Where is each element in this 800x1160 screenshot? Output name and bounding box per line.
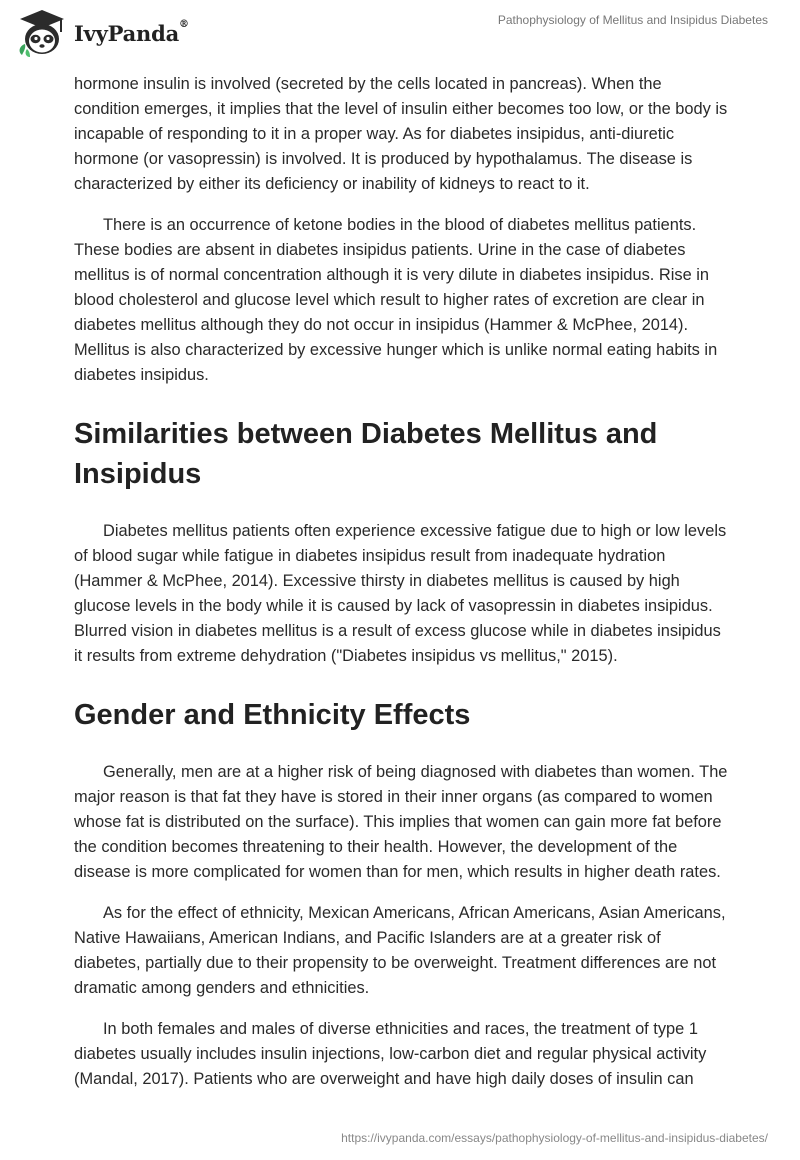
paragraph-2: There is an occurrence of ketone bodies in the blood of diabetes mellitus patients. These bodies are absent in diabetes insipidus patients. Urine in the case of diabetes mellitus is of normal concentration although it is very dilute in diabetes insipidus. Rise in blood cholesterol and glucose level which result to higher rates of excretion are clear in diabetes mellitus although they do not occur in insipidus (Hammer & McPhee, 2014). Mellitus is also characterized by excessive hunger which is unlike normal eating habits in diabetes insipidus.	[74, 216, 718, 384]
essay-body	[74, 72, 730, 1108]
paragraph-3: Diabetes mellitus patients often experience excessive fatigue due to high or low levels of blood sugar while fatigue in diabetes insipidus result from inadequate hydration (Hammer & McPhee, 2014). Excessive thirsty in diabetes mellitus is caused by high glucose levels in the body while it is caused by lack of vasopressin in diabetes insipidus. Blurred vision in diabetes mellitus is a result of excess glucose while in diabetes insipidus it results from extreme dehydration ("Diabetes insipidus vs mellitus," 2015).	[74, 522, 727, 665]
ivypanda-logo[interactable]	[16, 8, 189, 58]
logo-wordmark: IvyPanda®	[74, 18, 189, 46]
panda-graduate-icon	[16, 8, 68, 58]
document-title: Pathophysiology of Mellitus and Insipidus Diabetes	[497, 13, 768, 27]
heading-gender-ethnicity: Gender and Ethnicity Effects	[74, 699, 471, 731]
paragraph-5: As for the effect of ethnicity, Mexican Americans, African Americans, Asian Americans, Native Hawaiians, American Indians, and Pacific Islanders are at a greater risk of diabetes, partially due to their propensity to be overweight. Treatment differences are not dramatic among genders and ethnicities.	[74, 904, 726, 997]
heading-similarities: Similarities between Diabetes Mellitus and Insipidus	[74, 418, 658, 490]
paragraph-4: Generally, men are at a higher risk of being diagnosed with diabetes than women. The major reason is that fat they have is stored in their inner organs (as compared to women whose fat is distributed on the surface). This implies that women can gain more fat before the condition becomes threatening to their health. However, the development of the disease is more complicated for women than for men, which results in higher death rates.	[74, 763, 728, 881]
paragraph-6: In both females and males of diverse ethnicities and races, the treatment of type 1 diabetes usually includes insulin injections, low-carbon diet and regular physical activity (Mandal, 2017). Patients who are overweight and have high daily doses of insulin can	[74, 1020, 707, 1088]
source-url-link[interactable]: https://ivypanda.com/essays/pathophysiology-of-mellitus-and-insipidus-diabetes/	[341, 1131, 768, 1145]
paragraph-1: hormone insulin is involved (secreted by the cells located in pancreas). When the condition emerges, it implies that the level of insulin either becomes too low, or the body is incapable of responding to it in a proper way. As for diabetes insipidus, anti-diuretic hormone (or vasopressin) is involved. It is produced by hypothalamus. The disease is characterized by either its deficiency or inability of kidneys to react to it.	[74, 75, 728, 193]
page-header	[0, 0, 800, 70]
registered-mark: ®	[179, 18, 189, 30]
